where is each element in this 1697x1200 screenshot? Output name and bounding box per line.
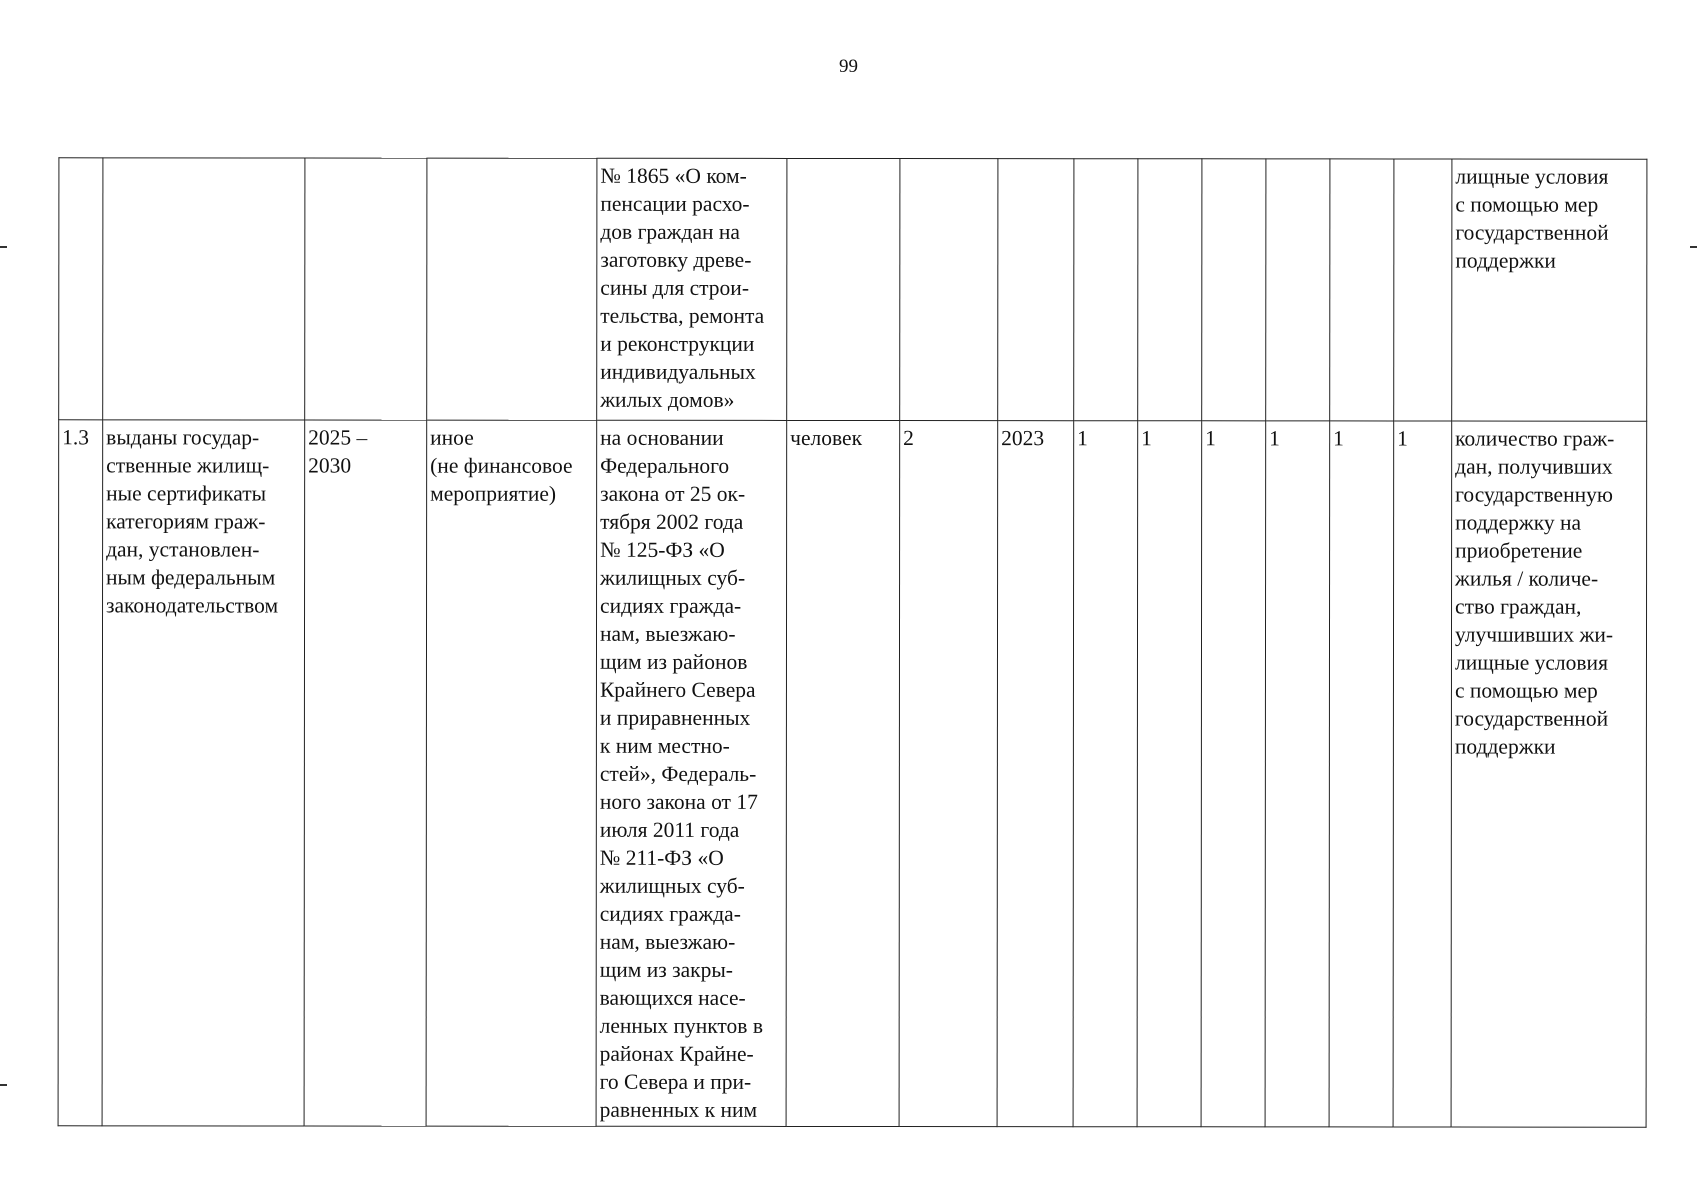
cell-unit xyxy=(787,158,900,420)
table-row xyxy=(58,420,1647,1127)
cell-value-4: 1 xyxy=(1265,421,1330,1127)
cell-result xyxy=(103,158,305,420)
table-row xyxy=(59,158,1647,421)
cell-basis: № 1865 «О ком- пенсации расхо- дов граждан на заготовку древе- сины для строи- тельства, ремонта и реконструкции индивидуальных жилых домов» xyxy=(597,158,787,420)
cell-result: выданы государ- ственные жилищ- ные сертификаты категориям граж- дан, установлен- ным федеральным законодательством xyxy=(102,420,305,1126)
cell-indicator: лищные условия с помощью мер государственной поддержки xyxy=(1452,159,1647,421)
indicators-table xyxy=(58,157,1648,1127)
cell-base-year xyxy=(998,159,1074,421)
cell-base-value: 2 xyxy=(899,421,998,1127)
cell-num: 1.3 xyxy=(58,420,103,1126)
cell-value-4 xyxy=(1266,159,1330,421)
cell-value-2 xyxy=(1138,159,1202,421)
cell-value-6: 1 xyxy=(1393,421,1452,1127)
cell-value-3 xyxy=(1202,159,1266,421)
cell-period: 2025 – 2030 xyxy=(304,420,427,1126)
cell-unit: человек xyxy=(786,420,900,1126)
left-edge-mark-bottom xyxy=(0,1084,7,1086)
cell-type: иное (не финансовое мероприятие) xyxy=(426,420,597,1126)
cell-basis: на основании Федерального закона от 25 ок- тября 2002 года № 125-ФЗ «О жилищных суб- сидиях гражда- нам, выезжаю- щим из районов Крайнего Севера и приравненных к ним местно- стей», Федераль- ного закона от 17 июля 2011 года № 211-ФЗ «О жилищных суб- сидиях гражда- нам, выезжаю- щим из закры- вающихся насе- ленных пунктов в районах Крайне- го Севера и при- равненных к ним xyxy=(596,420,787,1126)
cell-type xyxy=(427,158,597,420)
page-number: 99 xyxy=(839,56,858,77)
cell-num xyxy=(59,158,103,420)
cell-value-2: 1 xyxy=(1137,421,1202,1127)
left-edge-mark-top xyxy=(0,246,7,248)
cell-indicator: количество граж- дан, получивших государственную поддержку на приобретение жилья / количе- ство граждан, улучшивших жи- лищные условия с помощью мер государственной поддержки xyxy=(1451,421,1647,1127)
cell-value-5: 1 xyxy=(1329,421,1394,1127)
cell-base-value xyxy=(900,159,998,421)
cell-base-year: 2023 xyxy=(997,421,1074,1127)
cell-value-1: 1 xyxy=(1073,421,1138,1127)
cell-value-6 xyxy=(1394,159,1452,421)
cell-value-5 xyxy=(1330,159,1394,421)
right-edge-mark xyxy=(1690,246,1697,248)
cell-period xyxy=(305,158,427,420)
cell-value-1 xyxy=(1074,159,1138,421)
cell-value-3: 1 xyxy=(1201,421,1266,1127)
